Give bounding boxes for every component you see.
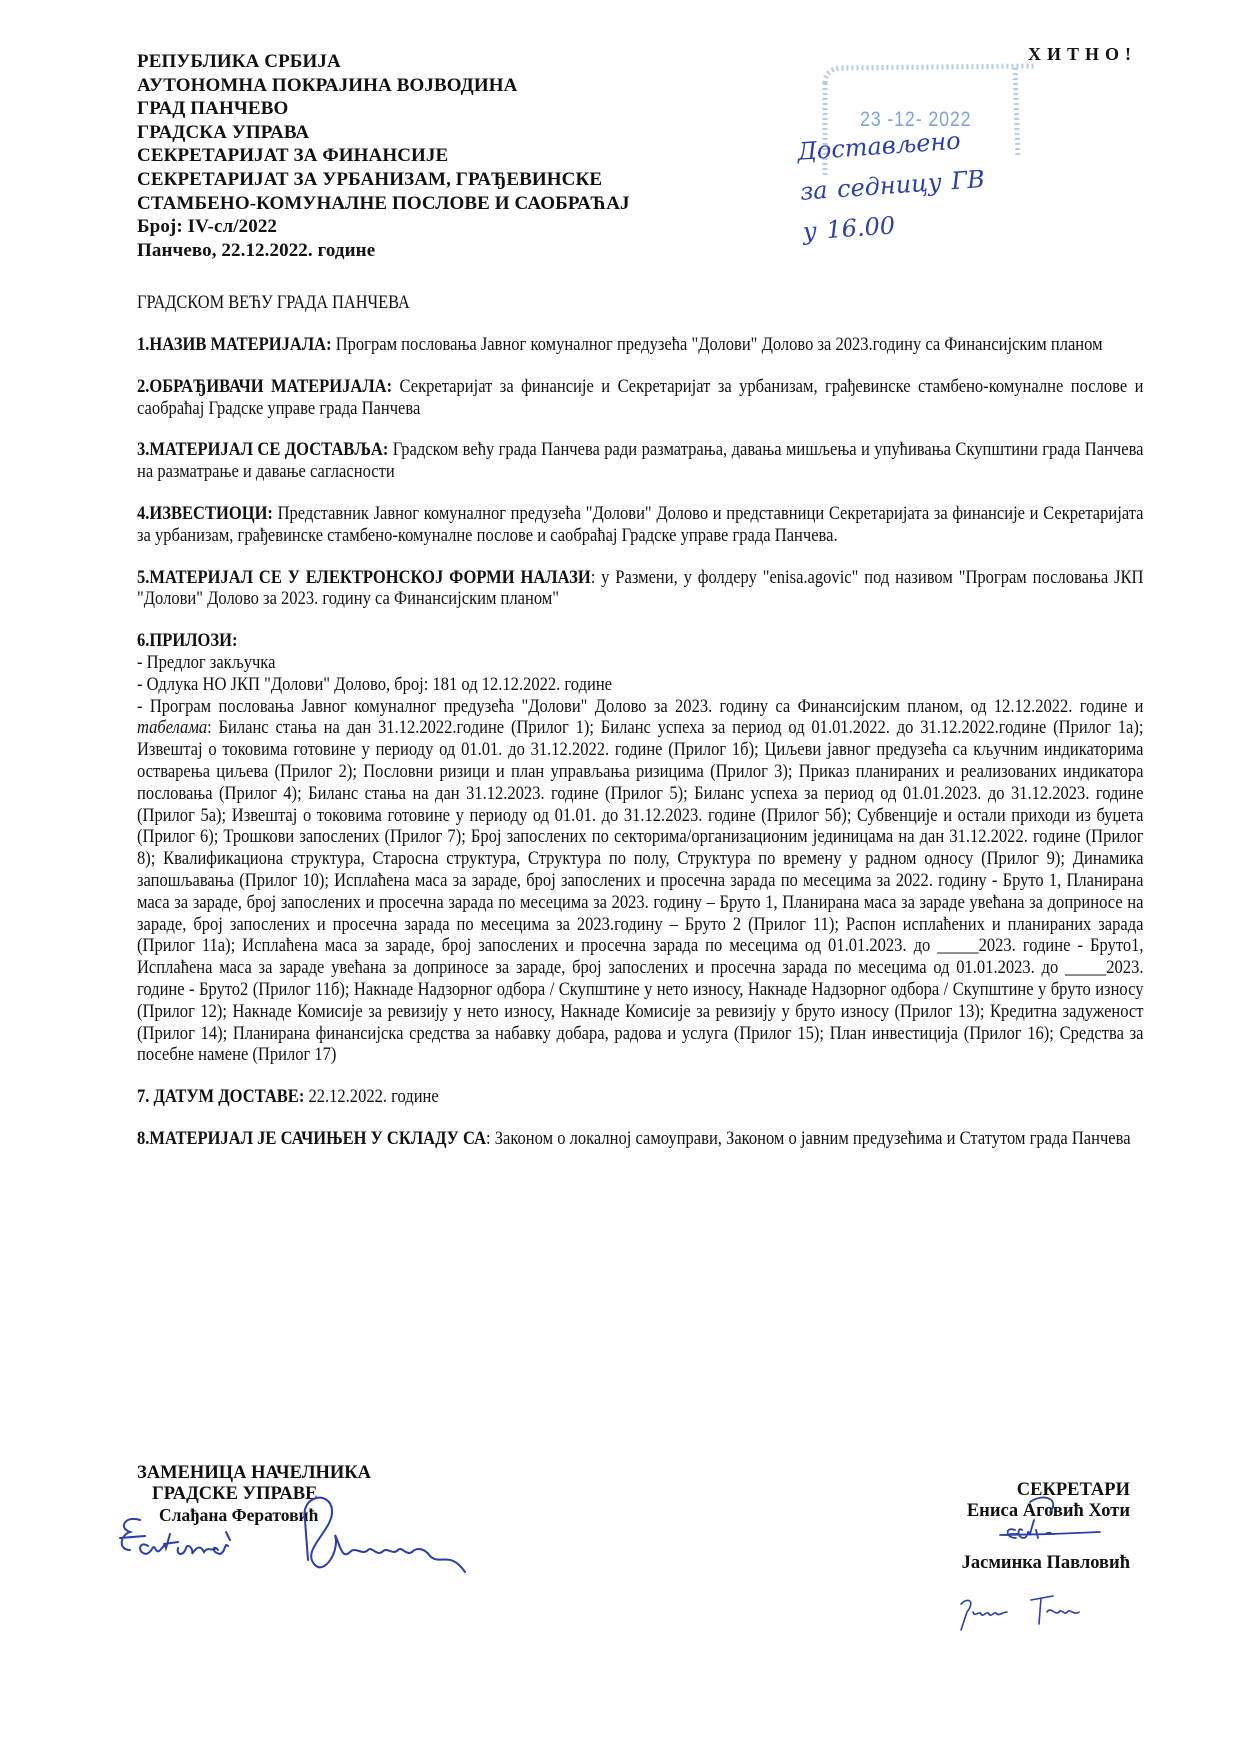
section-label: 2.ОБРАЂИВАЧИ МАТЕРИЈАЛА: — [137, 375, 393, 397]
signatory-title: ГРАДСКЕ УПРАВЕ — [152, 1484, 318, 1504]
section-label: 6.ПРИЛОЗИ: — [137, 630, 238, 652]
section-label: 7. ДАТУМ ДОСТАВЕ: — [137, 1086, 305, 1108]
document-body — [137, 334, 1143, 1170]
letterhead-line: СТАМБЕНО-КОМУНАЛНЕ ПОСЛОВЕ И САОБРАЋАЈ — [137, 192, 630, 214]
attachment-item: - Одлука НО ЈКП "Долови" Долово, број: 181 од 12.12.2022. године — [137, 673, 613, 695]
section-text-wrap — [137, 1086, 1143, 1108]
section-text-wrap — [137, 1128, 1143, 1150]
letterhead-line: ГРАДСКА УПРАВА — [137, 121, 310, 143]
letterhead — [137, 50, 630, 262]
addressee: ГРАДСКОМ ВЕЋУ ГРАДА ПАНЧЕВА — [137, 292, 410, 313]
program-annexes: : Биланс стања на дан 31.12.2022.године (Прилог 1); Биланс успеха за период од 01.01.2022. до 31.12.2022.године (Прилог 1а); Извештај о токовима готовине у периоду од 01.01. до 31.12.2022. године (Прилог 1б); Циљеви јавног предузећа са кључним индикаторима остварења циљева (Прилог 2); Пословни ризици и план управљања ризицима (Прилог 3); Приказ планираних и реализованих индикатора пословања (Прилог 4); Биланс стања на дан 31.12.2023. године (Прилог 5); Биланс успеха за период од 01.01.2023. до 31.12.2023. године (Прилог 5а); Извештај о токовима готовине у периоду од 01.01. до 31.12.2023. године (Прилог 5б); Субвенције и остали приходи из буџета (Прилог 6); Трошкови запослених (Прилог 7); Број запослених по секторима/организационим јединицама на дан 31.12.2022. године (Прилог 8); Квалификациона структура, Старосна структура, Структура по полу, Структура по времену у радном односу (Прилог 9); Динамика запошљавања (Прилог 10); Исплаћена маса за зараде, број запослених и просечна зарада по месецима за 2022. годину - Бруто 1, Планирана маса за зараде, број запослених и просечна зарада по месецима за 2023. годину – Бруто 1, Планирана маса за зараде увећана за доприносе на зараде, број запослених и просечна зарада по месецима за 2023.годину – Бруто 2 (Прилог 11); Распон исплаћених и планираних зарада (Прилог 11а); Исплаћена маса за зараде, број запослених и просечна зарада по месецима од 01.01.2023. до _____2023. године - Бруто1, Исплаћена маса за зараде увећана за доприносе за зараде, број запослених и просечна зарада по месецима од 01.01.2023. до _____2023. године - Бруто2 (Прилог 11б); Накнаде Надзорног одбора / Скупштине у нето износу, Накнаде Надзорног одбора / Скупштине у бруто износу (Прилог 12); Накнаде Комисије за ревизију у нето износу, Накнаде Комисије за ревизију у бруто износу (Прилог 13); Кредитна задуженост (Прилог 14); Планирана финансијска средства за набавку добара, радова и услуга (Прилог 15); План инвестиција (Прилог 16); Средства за посебне намене (Прилог 17) — [137, 717, 1144, 1066]
section-text: : Законом о локалној самоуправи, Законом о јавним предузећима и Статутом града Панчева — [486, 1127, 1131, 1149]
stamp-date: 23 -12- 2022 — [860, 108, 972, 131]
handwritten-signature-right-2 — [955, 1590, 1105, 1640]
signatory-name: Слађана Фератовић — [159, 1505, 319, 1525]
program-italic: табелама — [137, 717, 208, 739]
letterhead-line: АУТОНОМНА ПОКРАЈИНА ВОЈВОДИНА — [137, 74, 518, 96]
attachment-item: - Предлог закључка — [137, 651, 276, 673]
section-text-wrap — [137, 376, 1143, 420]
section-material-name — [137, 334, 1143, 356]
section-text: Представник Јавног комуналног предузећа "Долови" Долово и представници Секретаријата за финансије и Секретаријата за урбанизам, грађевинске стамбено-комуналне послове и саобраћај Градске управе града Панчева. — [137, 502, 1144, 546]
section-text-wrap — [137, 439, 1143, 483]
attachment-item-program — [137, 696, 1143, 1067]
place-date: Панчево, 22.12.2022. године — [137, 239, 376, 261]
section-text: Секретаријат за финансије и Секретаријат за урбанизам, грађевинске стамбено-комуналне послове и саобраћај Градске управе града Панчева — [137, 375, 1144, 419]
handwritten-signature-left — [100, 1490, 480, 1600]
section-text: Програм пословања Јавног комуналног предузећа "Долови" Долово за 2023.годину са Финансијским планом — [331, 334, 1103, 355]
letterhead-line: СЕКРЕТАРИЈАТ ЗА ФИНАНСИЈЕ — [137, 145, 449, 167]
letterhead-line: РЕПУБЛИКА СРБИЈА — [137, 51, 341, 72]
program-intro: - Програм пословања Јавног комуналног предузећа "Долови" Долово за 2023. годину са Финансијским планом, од 12.12.2022. године и — [137, 695, 1144, 717]
section-label: 4.ИЗВЕСТИОЦИ: — [137, 502, 273, 524]
section-text-wrap — [137, 334, 1143, 356]
letterhead-line: СЕКРЕТАРИЈАТ ЗА УРБАНИЗАМ, ГРАЂЕВИНСКЕ — [137, 168, 603, 190]
section-label: 1.НАЗИВ МАТЕРИЈАЛА: — [137, 334, 332, 355]
section-label: 5.МАТЕРИЈАЛ СЕ У ЕЛЕКТРОНСКОЈ ФОРМИ НАЛАЗИ — [137, 566, 591, 588]
section-text-wrap — [137, 567, 1143, 611]
handwritten-delivery-note: Достављено за седницу ГВ у 16.00 — [796, 126, 986, 246]
section-electronic-form — [137, 567, 1143, 611]
section-compliance — [137, 1128, 1143, 1150]
section-delivered-to — [137, 439, 1143, 483]
handwritten-signature-right-1 — [960, 1490, 1140, 1550]
section-text: : у Размени, у фолдеру "enisa.agovic" под називом "Програм пословања ЈКП "Долови" Долово за 2023. годину са Финансијским планом" — [137, 566, 1144, 610]
signatories-title: СЕКРЕТАРИ — [1016, 1480, 1130, 1500]
section-text-wrap — [137, 630, 1143, 1066]
section-material-authors — [137, 376, 1143, 420]
document-number: Број: IV-сл/2022 — [137, 216, 278, 238]
signatory-name: Јасминка Павловић — [961, 1553, 1130, 1573]
section-attachments — [137, 630, 1143, 1066]
section-reporters — [137, 503, 1143, 547]
section-text: 22.12.2022. године — [304, 1086, 439, 1108]
section-text: Градском већу града Панчева ради разматрања, давања мишљења и упућивања Скупштини града Панчева на разматрање и давање сагласности — [137, 439, 1144, 483]
section-label: 3.МАТЕРИЈАЛ СЕ ДОСТАВЉА: — [137, 439, 389, 461]
urgent-label: ХИТНО! — [1028, 44, 1138, 64]
section-delivery-date — [137, 1086, 1143, 1108]
section-label: 8.МАТЕРИЈАЛ ЈЕ САЧИЊЕН У СКЛАДУ СА — [137, 1127, 487, 1149]
section-text-wrap — [137, 503, 1143, 547]
signatory-name: Ениса Аговић Хоти — [966, 1501, 1130, 1521]
letterhead-line: ГРАД ПАНЧЕВО — [137, 98, 289, 120]
signatory-title: ЗАМЕНИЦА НАЧЕЛНИКА — [137, 1463, 372, 1483]
